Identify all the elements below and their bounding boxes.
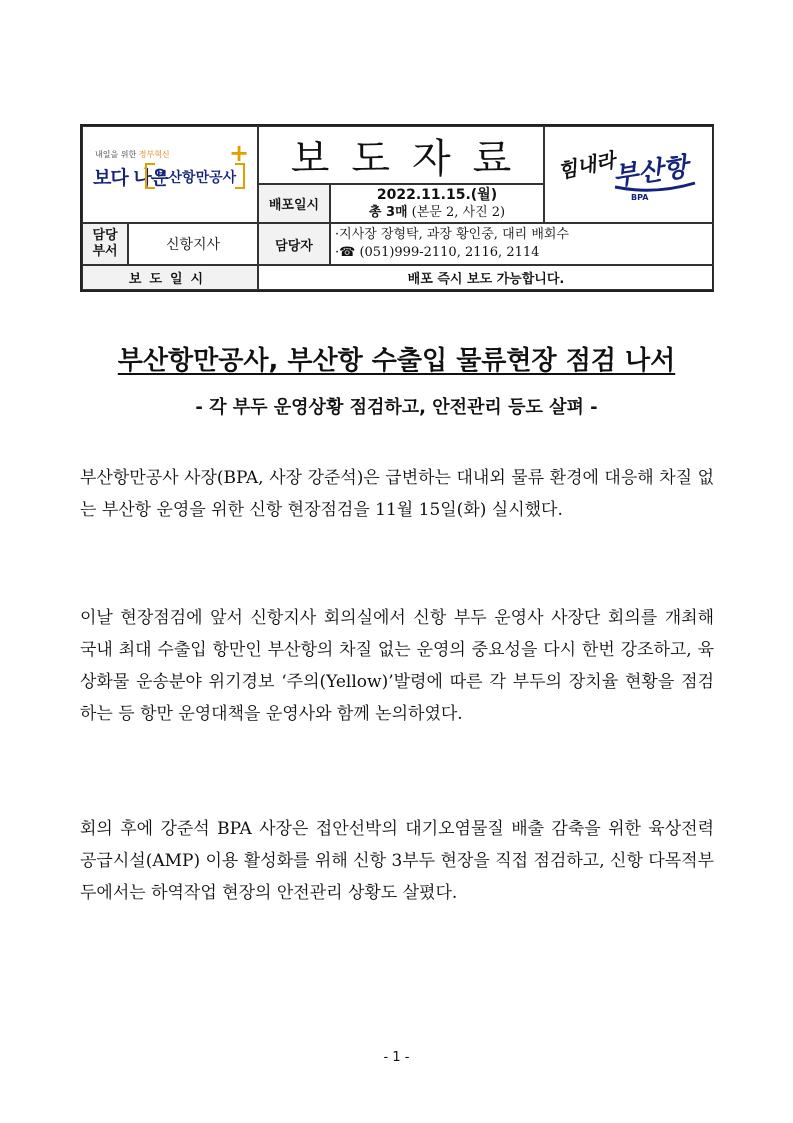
distribution-label: 배포일시	[258, 184, 330, 223]
press-release-header-table	[80, 124, 714, 292]
page-number: - 1 -	[383, 1050, 410, 1065]
page-title: 보도자료	[290, 135, 534, 182]
article-headline: 부산항만공사, 부산항 수출입 물류현장 점검 나서	[117, 346, 676, 376]
release-value: 배포 즉시 보도 가능합니다.	[258, 265, 714, 290]
contact-names: ·지사장 장형탁, 과장 황인중, 대리 배회수	[335, 227, 569, 242]
distribution-value-cell	[330, 184, 544, 223]
distribution-pages: 총 3매 (본문 2, 사진 2)	[368, 204, 506, 220]
logo-big-text: 보다 나은	[93, 167, 169, 189]
title-cell	[258, 126, 544, 184]
bpa-mark: BPA	[631, 193, 649, 202]
logo-org-name: 부산항만공사	[155, 170, 237, 186]
slogan-line2: 부산항	[611, 152, 691, 193]
article-paragraph-2: 이날 현장점검에 앞서 신항지사 회의실에서 신항 부두 운영사 사장단 회의를 개최해 국내 최대 수출입 항만인 부산항의 차질 없는 운영의 중요성을 다시 한번 강조하고, 육상화물 운송분야 위기경보 ‘주의(Yellow)’발령에 따른 각 부두의 장치율 현황을 점검하는 등 항만 운영대책을 운영사와 함께 논의하였다.	[80, 608, 714, 724]
article-paragraph-1: 부산항만공사 사장(BPA, 사장 강준석)은 급변하는 대내외 물류 환경에 대응해 차질 없는 부산항 운영을 위한 신항 현장점검을 11월 15일(화) 실시했다.	[80, 468, 714, 520]
slogan-calligraphy-icon	[555, 133, 705, 203]
slogan-line1: 힘내라	[555, 147, 618, 184]
plus-icon: +	[229, 139, 250, 167]
contact-value-cell	[330, 223, 714, 265]
slogan-cell	[544, 126, 714, 223]
logo-tagline: 내일을 위한 정부혁신	[95, 150, 170, 159]
logo-cell	[82, 126, 258, 223]
department-label: 담당 부서	[82, 223, 128, 265]
release-label: 보도일시	[82, 265, 258, 290]
contact-label: 담당자	[258, 223, 330, 265]
article-subheadline: - 각 부두 운영상황 점검하고, 안전관리 등도 살펴 -	[195, 397, 598, 418]
department-value: 신항지사	[128, 223, 258, 265]
contact-phone: ·☎ (051)999-2110, 2116, 2114	[335, 245, 540, 260]
distribution-date: 2022.11.15.(월)	[376, 186, 498, 203]
bracket-left-icon	[145, 163, 155, 189]
article-paragraph-3: 회의 후에 강준석 BPA 사장은 접안선박의 대기오염물질 배출 감축을 위한 육상전력 공급시설(AMP) 이용 활성화를 위해 신항 3부두 현장을 직접 점검하고, 신항 다목적부두에서는 하역작업 현장의 안전관리 상황도 살폈다.	[80, 819, 714, 903]
